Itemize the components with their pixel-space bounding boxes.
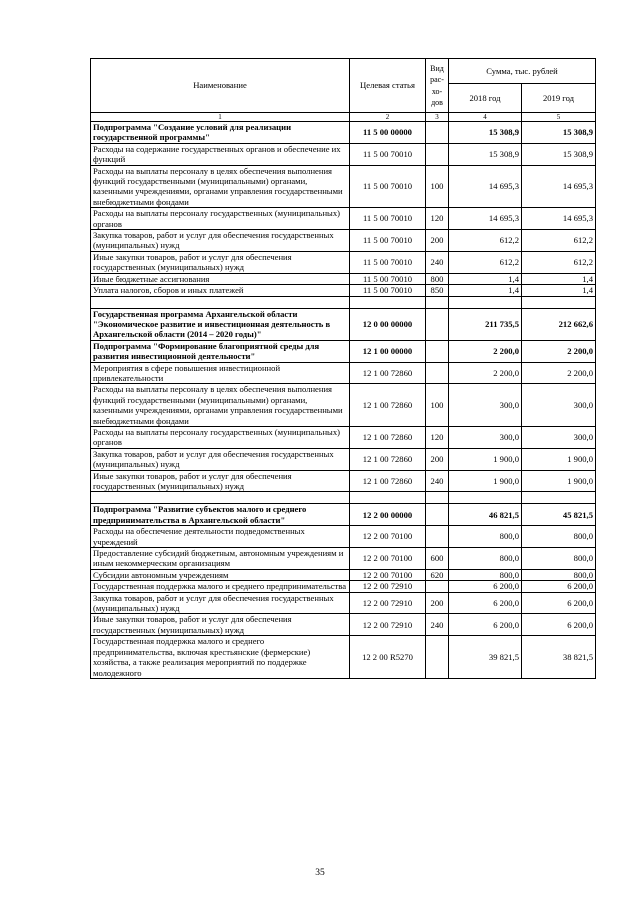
empty-cell <box>522 492 596 504</box>
row-expense-type: 240 <box>426 470 449 492</box>
table-row <box>91 230 596 252</box>
row-target-article: 12 1 00 72860 <box>350 470 426 492</box>
empty-cell <box>350 296 426 308</box>
table-row <box>91 448 596 470</box>
row-sum-2018: 300,0 <box>449 384 522 427</box>
table-row <box>91 122 596 144</box>
row-expense-type: 120 <box>426 426 449 448</box>
empty-cell <box>91 296 350 308</box>
row-name: Подпрограмма "Формирование благоприятной среды для развития инвестиционной деятельности" <box>91 340 350 362</box>
row-name: Государственная поддержка малого и среднего предпринимательства, включая крестьянские (фермерские) хозяйства, а также реализация мероприятий по поддержке молодежного <box>91 636 350 679</box>
row-sum-2019: 800,0 <box>522 548 596 570</box>
row-sum-2018: 612,2 <box>449 251 522 273</box>
table-row <box>91 340 596 362</box>
row-name: Расходы на выплаты персоналу в целях обеспечения выполнения функций государственными (муниципальными) органами, казенными учреждениями, органами управления государственными внебюджетными фондами <box>91 165 350 208</box>
row-target-article: 12 2 00 00000 <box>350 504 426 526</box>
table-row <box>91 526 596 548</box>
row-sum-2018: 6 200,0 <box>449 581 522 592</box>
header-target-article: Целевая статья <box>350 59 426 113</box>
row-name: Иные закупки товаров, работ и услуг для обеспечения государственных (муниципальных) нужд <box>91 251 350 273</box>
row-sum-2019: 612,2 <box>522 230 596 252</box>
row-name: Расходы на содержание государственных органов и обеспечение их функций <box>91 143 350 165</box>
row-target-article: 12 2 00 70100 <box>350 526 426 548</box>
row-sum-2019: 1,4 <box>522 285 596 296</box>
row-name: Мероприятия в сфере повышения инвестиционной привлекательности <box>91 362 350 384</box>
table-row <box>91 273 596 284</box>
row-sum-2019: 2 200,0 <box>522 362 596 384</box>
row-name: Закупка товаров, работ и услуг для обеспечения государственных (муниципальных) нужд <box>91 230 350 252</box>
row-target-article: 12 0 00 00000 <box>350 308 426 340</box>
row-sum-2019: 6 200,0 <box>522 592 596 614</box>
header-expense-type: Вид рас- хо- дов <box>426 59 449 113</box>
row-sum-2018: 1,4 <box>449 273 522 284</box>
row-expense-type <box>426 308 449 340</box>
row-target-article: 12 2 00 72910 <box>350 592 426 614</box>
row-name: Государственная поддержка малого и среднего предпринимательства <box>91 581 350 592</box>
row-expense-type: 200 <box>426 592 449 614</box>
row-target-article: 12 2 00 72910 <box>350 581 426 592</box>
header-year-2019: 2019 год <box>522 84 596 113</box>
row-name: Иные закупки товаров, работ и услуг для обеспечения государственных (муниципальных) нужд <box>91 614 350 636</box>
row-expense-type <box>426 340 449 362</box>
table-row <box>91 296 596 308</box>
row-target-article: 11 5 00 70010 <box>350 285 426 296</box>
row-name: Государственная программа Архангельской области "Экономическое развитие и инвестиционная деятельность в Архангельской области (2014 – 2020 годы)" <box>91 308 350 340</box>
row-sum-2018: 300,0 <box>449 426 522 448</box>
row-sum-2018: 15 308,9 <box>449 143 522 165</box>
row-name: Уплата налогов, сборов и иных платежей <box>91 285 350 296</box>
row-name: Расходы на обеспечение деятельности подведомственных учреждений <box>91 526 350 548</box>
table-row <box>91 548 596 570</box>
table-row <box>91 614 596 636</box>
row-expense-type <box>426 362 449 384</box>
row-expense-type <box>426 143 449 165</box>
row-sum-2018: 2 200,0 <box>449 362 522 384</box>
row-expense-type <box>426 526 449 548</box>
row-sum-2018: 211 735,5 <box>449 308 522 340</box>
table-row <box>91 426 596 448</box>
row-sum-2018: 1 900,0 <box>449 448 522 470</box>
row-sum-2018: 800,0 <box>449 548 522 570</box>
column-index: 4 <box>449 113 522 122</box>
column-index: 1 <box>91 113 350 122</box>
row-sum-2019: 212 662,6 <box>522 308 596 340</box>
row-expense-type: 240 <box>426 614 449 636</box>
row-target-article: 12 2 00 70100 <box>350 548 426 570</box>
row-name: Иные закупки товаров, работ и услуг для обеспечения государственных (муниципальных) нужд <box>91 470 350 492</box>
table-row <box>91 165 596 208</box>
table-row <box>91 592 596 614</box>
row-expense-type: 200 <box>426 230 449 252</box>
row-name: Закупка товаров, работ и услуг для обеспечения государственных (муниципальных) нужд <box>91 448 350 470</box>
row-target-article: 12 1 00 00000 <box>350 340 426 362</box>
row-name: Расходы на выплаты персоналу государственных (муниципальных) органов <box>91 208 350 230</box>
table-row <box>91 504 596 526</box>
row-target-article: 11 5 00 70010 <box>350 273 426 284</box>
row-sum-2018: 612,2 <box>449 230 522 252</box>
row-target-article: 11 5 00 70010 <box>350 251 426 273</box>
column-index: 2 <box>350 113 426 122</box>
column-index-row <box>91 113 596 122</box>
page-number: 35 <box>315 868 325 878</box>
row-target-article: 11 5 00 00000 <box>350 122 426 144</box>
row-sum-2019: 1 900,0 <box>522 448 596 470</box>
row-target-article: 12 1 00 72860 <box>350 448 426 470</box>
row-name: Предоставление субсидий бюджетным, автономным учреждениям и иным некоммерческим организациям <box>91 548 350 570</box>
row-sum-2019: 14 695,3 <box>522 208 596 230</box>
row-sum-2018: 6 200,0 <box>449 592 522 614</box>
empty-cell <box>449 492 522 504</box>
column-index: 5 <box>522 113 596 122</box>
row-target-article: 12 2 00 R5270 <box>350 636 426 679</box>
row-target-article: 12 2 00 70100 <box>350 569 426 580</box>
row-expense-type: 620 <box>426 569 449 580</box>
row-name: Иные бюджетные ассигнования <box>91 273 350 284</box>
row-name: Подпрограмма "Развитие субъектов малого и среднего предпринимательства в Архангельской области" <box>91 504 350 526</box>
row-sum-2019: 6 200,0 <box>522 614 596 636</box>
row-target-article: 11 5 00 70010 <box>350 230 426 252</box>
row-sum-2018: 46 821,5 <box>449 504 522 526</box>
table-body <box>91 122 596 679</box>
row-sum-2019: 300,0 <box>522 384 596 427</box>
row-sum-2019: 45 821,5 <box>522 504 596 526</box>
row-expense-type: 100 <box>426 165 449 208</box>
row-expense-type: 800 <box>426 273 449 284</box>
row-sum-2019: 612,2 <box>522 251 596 273</box>
row-expense-type: 100 <box>426 384 449 427</box>
table-row <box>91 251 596 273</box>
row-name: Закупка товаров, работ и услуг для обеспечения государственных (муниципальных) нужд <box>91 592 350 614</box>
empty-cell <box>449 296 522 308</box>
table-row <box>91 581 596 592</box>
row-sum-2018: 6 200,0 <box>449 614 522 636</box>
table-header <box>91 59 596 122</box>
row-name: Субсидии автономным учреждениям <box>91 569 350 580</box>
row-expense-type <box>426 122 449 144</box>
table-row <box>91 208 596 230</box>
row-expense-type: 240 <box>426 251 449 273</box>
empty-cell <box>91 492 350 504</box>
row-expense-type <box>426 504 449 526</box>
row-target-article: 12 1 00 72860 <box>350 426 426 448</box>
row-expense-type <box>426 636 449 679</box>
row-sum-2019: 800,0 <box>522 526 596 548</box>
budget-table <box>90 58 596 679</box>
table-row <box>91 470 596 492</box>
row-sum-2018: 1 900,0 <box>449 470 522 492</box>
row-expense-type <box>426 581 449 592</box>
table-row <box>91 569 596 580</box>
row-target-article: 12 2 00 72910 <box>350 614 426 636</box>
table-row <box>91 492 596 504</box>
row-target-article: 12 1 00 72860 <box>350 384 426 427</box>
row-sum-2018: 800,0 <box>449 526 522 548</box>
row-sum-2019: 1 900,0 <box>522 470 596 492</box>
empty-cell <box>426 296 449 308</box>
row-target-article: 11 5 00 70010 <box>350 143 426 165</box>
row-sum-2019: 300,0 <box>522 426 596 448</box>
header-year-2018: 2018 год <box>449 84 522 113</box>
row-target-article: 11 5 00 70010 <box>350 165 426 208</box>
row-sum-2019: 15 308,9 <box>522 122 596 144</box>
row-sum-2019: 800,0 <box>522 569 596 580</box>
row-sum-2019: 38 821,5 <box>522 636 596 679</box>
column-index: 3 <box>426 113 449 122</box>
row-sum-2019: 2 200,0 <box>522 340 596 362</box>
row-sum-2018: 39 821,5 <box>449 636 522 679</box>
row-name: Расходы на выплаты персоналу в целях обеспечения выполнения функций государственными (муниципальными) органами, казенными учреждениями, органами управления государственными внебюджетными фондами <box>91 384 350 427</box>
row-sum-2018: 14 695,3 <box>449 208 522 230</box>
row-target-article: 12 1 00 72860 <box>350 362 426 384</box>
empty-cell <box>350 492 426 504</box>
row-target-article: 11 5 00 70010 <box>350 208 426 230</box>
header-name: Наименование <box>91 59 350 113</box>
row-sum-2019: 6 200,0 <box>522 581 596 592</box>
row-expense-type: 120 <box>426 208 449 230</box>
row-expense-type: 200 <box>426 448 449 470</box>
table-row <box>91 285 596 296</box>
row-sum-2018: 14 695,3 <box>449 165 522 208</box>
row-expense-type: 600 <box>426 548 449 570</box>
table-row <box>91 384 596 427</box>
row-expense-type: 850 <box>426 285 449 296</box>
table-row <box>91 362 596 384</box>
row-name: Подпрограмма "Создание условий для реализации государственной программы" <box>91 122 350 144</box>
row-sum-2019: 15 308,9 <box>522 143 596 165</box>
row-sum-2018: 15 308,9 <box>449 122 522 144</box>
row-name: Расходы на выплаты персоналу государственных (муниципальных) органов <box>91 426 350 448</box>
row-sum-2018: 800,0 <box>449 569 522 580</box>
header-sum: Сумма, тыс. рублей <box>449 59 596 84</box>
empty-cell <box>426 492 449 504</box>
table-row <box>91 308 596 340</box>
row-sum-2019: 1,4 <box>522 273 596 284</box>
row-sum-2018: 1,4 <box>449 285 522 296</box>
table-row <box>91 636 596 679</box>
row-sum-2019: 14 695,3 <box>522 165 596 208</box>
row-sum-2018: 2 200,0 <box>449 340 522 362</box>
empty-cell <box>522 296 596 308</box>
table-row <box>91 143 596 165</box>
